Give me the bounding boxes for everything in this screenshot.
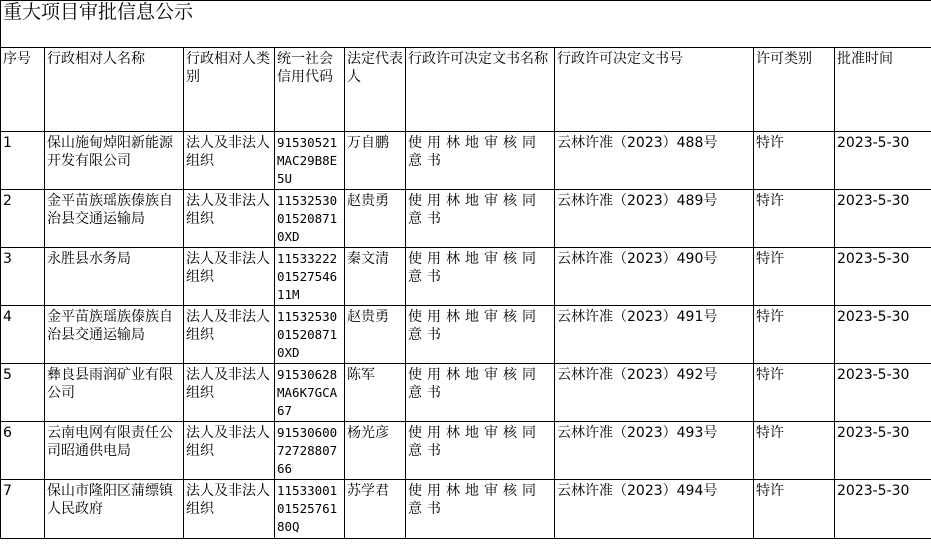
cell-credit-code: 115332220152754611M (275, 248, 345, 306)
table-row (1, 364, 931, 422)
table-row (1, 132, 931, 190)
header-permit-type: 许可类别 (754, 48, 835, 132)
cell-legal-rep: 秦文清 (345, 248, 406, 306)
cell-name: 彝良县雨润矿业有限公司 (45, 364, 184, 422)
header-name: 行政相对人名称 (45, 48, 184, 132)
cell-credit-code: 11532530015208710XD (275, 306, 345, 364)
cell-seq: 3 (1, 248, 45, 306)
cell-seq: 1 (1, 132, 45, 190)
page-title: 重大项目审批信息公示 (1, 1, 931, 48)
table-row (1, 248, 931, 306)
cell-doc-name: 使用林地审核同意书 (406, 132, 555, 190)
table-row (1, 190, 931, 248)
cell-approve-date: 2023-5-30 (835, 248, 931, 306)
table-row (1, 480, 931, 539)
cell-permit-type: 特许 (754, 306, 835, 364)
cell-category: 法人及非法人组织 (184, 132, 275, 190)
cell-name: 保山施甸焯阳新能源开发有限公司 (45, 132, 184, 190)
cell-name: 金平苗族瑶族傣族自治县交通运输局 (45, 306, 184, 364)
cell-doc-name: 使用林地审核同意书 (406, 480, 555, 539)
cell-legal-rep: 陈军 (345, 364, 406, 422)
cell-seq: 6 (1, 422, 45, 480)
cell-doc-name: 使用林地审核同意书 (406, 364, 555, 422)
cell-seq: 4 (1, 306, 45, 364)
cell-permit-type: 特许 (754, 480, 835, 539)
header-credit-code: 统一社会信用代码 (275, 48, 345, 132)
cell-doc-no: 云林许准（2023）493号 (555, 422, 754, 480)
cell-doc-no: 云林许准（2023）494号 (555, 480, 754, 539)
cell-doc-no: 云林许准（2023）489号 (555, 190, 754, 248)
cell-seq: 2 (1, 190, 45, 248)
cell-permit-type: 特许 (754, 248, 835, 306)
cell-credit-code: 91530521MAC29B8E5U (275, 132, 345, 190)
table-body (1, 132, 931, 539)
cell-category: 法人及非法人组织 (184, 248, 275, 306)
cell-approve-date: 2023-5-30 (835, 306, 931, 364)
cell-doc-no: 云林许准（2023）488号 (555, 132, 754, 190)
cell-credit-code: 91530628MA6K7GCA67 (275, 364, 345, 422)
cell-permit-type: 特许 (754, 422, 835, 480)
header-approve-date: 批准时间 (835, 48, 931, 132)
cell-credit-code: 115330010152576180Q (275, 480, 345, 539)
cell-permit-type: 特许 (754, 190, 835, 248)
cell-category: 法人及非法人组织 (184, 364, 275, 422)
cell-doc-name: 使用林地审核同意书 (406, 422, 555, 480)
cell-name: 保山市隆阳区蒲缥镇人民政府 (45, 480, 184, 539)
cell-name: 云南电网有限责任公司昭通供电局 (45, 422, 184, 480)
cell-category: 法人及非法人组织 (184, 306, 275, 364)
cell-legal-rep: 苏学君 (345, 480, 406, 539)
cell-credit-code: 11532530015208710XD (275, 190, 345, 248)
cell-doc-no: 云林许准（2023）490号 (555, 248, 754, 306)
cell-approve-date: 2023-5-30 (835, 422, 931, 480)
cell-approve-date: 2023-5-30 (835, 132, 931, 190)
header-legal-rep: 法定代表人 (345, 48, 406, 132)
cell-legal-rep: 赵贵勇 (345, 190, 406, 248)
cell-doc-name: 使用林地审核同意书 (406, 306, 555, 364)
header-seq: 序号 (1, 48, 45, 132)
header-doc-no: 行政许可决定文书号 (555, 48, 754, 132)
cell-name: 金平苗族瑶族傣族自治县交通运输局 (45, 190, 184, 248)
table-row (1, 306, 931, 364)
cell-category: 法人及非法人组织 (184, 422, 275, 480)
cell-doc-name: 使用林地审核同意书 (406, 190, 555, 248)
header-category: 行政相对人类别 (184, 48, 275, 132)
cell-category: 法人及非法人组织 (184, 190, 275, 248)
cell-doc-no: 云林许准（2023）491号 (555, 306, 754, 364)
cell-doc-name: 使用林地审核同意书 (406, 248, 555, 306)
cell-credit-code: 915306007272880766 (275, 422, 345, 480)
cell-seq: 5 (1, 364, 45, 422)
cell-name: 永胜县水务局 (45, 248, 184, 306)
table-row (1, 422, 931, 480)
cell-doc-no: 云林许准（2023）492号 (555, 364, 754, 422)
table-header-row (1, 48, 931, 132)
cell-legal-rep: 杨光彦 (345, 422, 406, 480)
header-doc-name: 行政许可决定文书名称 (406, 48, 555, 132)
cell-category: 法人及非法人组织 (184, 480, 275, 539)
cell-seq: 7 (1, 480, 45, 539)
cell-approve-date: 2023-5-30 (835, 190, 931, 248)
cell-legal-rep: 万自鹏 (345, 132, 406, 190)
cell-approve-date: 2023-5-30 (835, 480, 931, 539)
cell-permit-type: 特许 (754, 132, 835, 190)
cell-permit-type: 特许 (754, 364, 835, 422)
cell-legal-rep: 赵贵勇 (345, 306, 406, 364)
cell-approve-date: 2023-5-30 (835, 364, 931, 422)
